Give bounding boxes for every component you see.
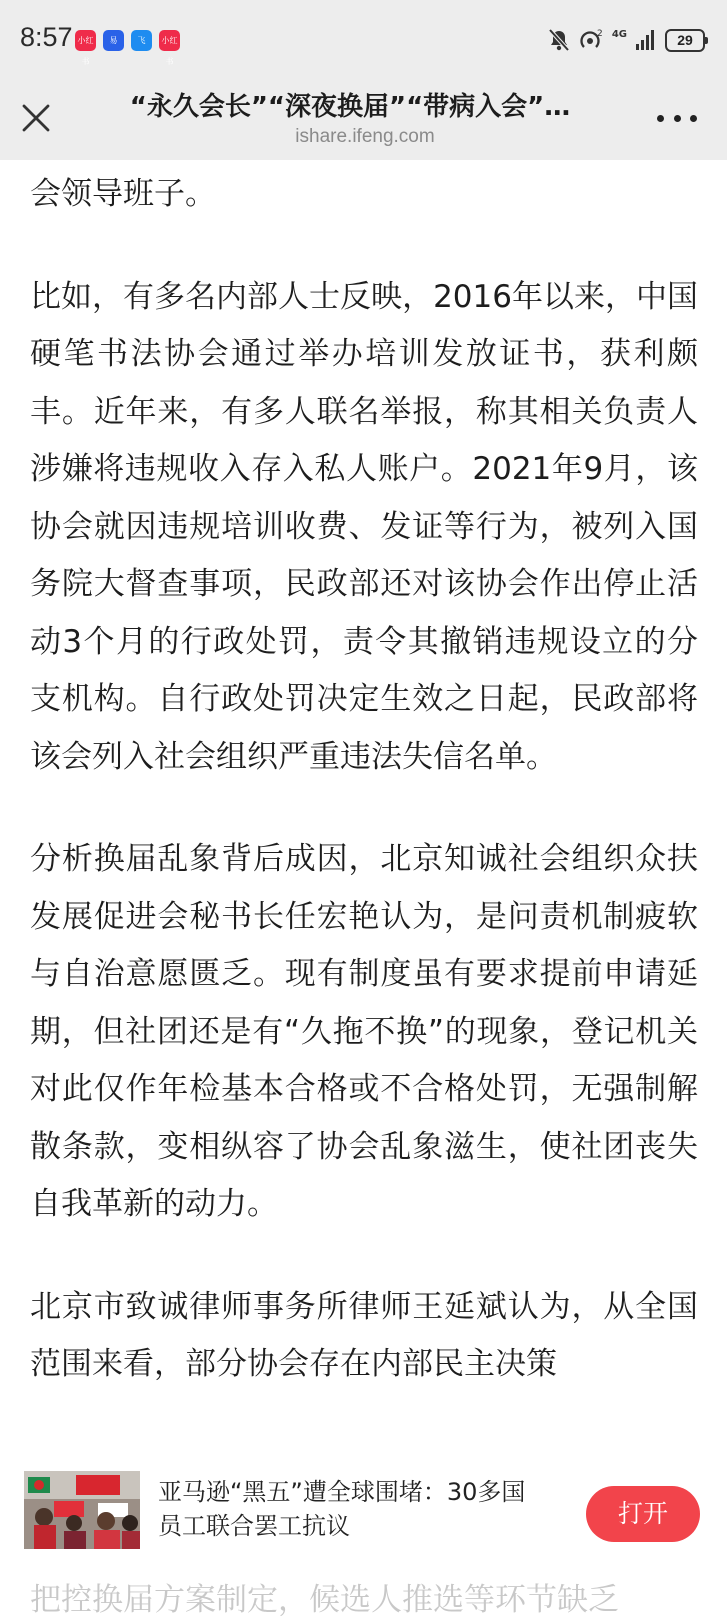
status-bar xyxy=(0,0,727,78)
news-headline[interactable]: 亚马逊“黑五”遭全球围堵：30多国员工联合罢工抗议 xyxy=(158,1478,526,1540)
svg-text:2: 2 xyxy=(596,29,603,39)
page-title: “永久会长”“深夜换届”“带病入会”… xyxy=(129,92,571,122)
signal-strength-icon xyxy=(635,29,657,51)
dot-icon xyxy=(674,115,681,122)
more-options-button[interactable] xyxy=(657,108,697,128)
protest-photo-image xyxy=(24,1471,140,1549)
article-body xyxy=(30,160,698,1394)
news-app-notification-icon: 易 xyxy=(103,30,124,51)
article-paragraph-continuation: 把控换届方案制定，候选人推选等环节缺乏 xyxy=(30,1582,619,1618)
close-icon xyxy=(14,96,58,140)
dot-icon xyxy=(690,115,697,122)
feishu-notification-icon: 飞 xyxy=(131,30,152,51)
hotspot-icon xyxy=(578,28,604,52)
status-time: 8:57 xyxy=(20,22,73,52)
xiaohongshu-notification-icon: 小红书 xyxy=(75,30,96,51)
network-type-label: 4G xyxy=(611,29,627,40)
news-recommendation-banner[interactable] xyxy=(0,1455,727,1618)
battery-indicator: 29 xyxy=(665,29,705,52)
article-paragraph: 会领导班子。 xyxy=(30,176,216,212)
page-url: ishare.ifeng.com xyxy=(295,126,435,147)
article-paragraph: 分析换届乱象背后成因，北京知诚社会组织众扶发展促进会秘书长任宏艳认为，是问责机制疲软与自治意愿匮乏。现有制度虽有要求提前申请延期，但社团还是有“久拖不换”的现象，登记机关对此仅作年检基本合格或不合格处罚，无强制解散条款，变相纵容了协会乱象滋生，使社团丧失自我革新的动力。 xyxy=(30,841,698,1222)
browser-header xyxy=(0,78,727,160)
article-paragraph: 比如，有多名内部人士反映，2016年以来，中国硬笔书法协会通过举办培训发放证书，获利颇丰。近年来，有多人联名举报，称其相关负责人涉嫌将违规收入存入私人账户。2021年9月，该协会就因违规培训收费、发证等行为，被列入国务院大督查事项，民政部还对该协会作出停止活动3个月的行政处罚，责令其撤销违规设立的分支机构。自行政处罚决定生效之日起，民政部将该会列入社会组织严重违法失信名单。 xyxy=(30,278,698,775)
close-button[interactable] xyxy=(14,96,58,140)
status-icons xyxy=(548,26,705,54)
dot-icon xyxy=(657,115,664,122)
xiaohongshu-notification-icon: 小红书 xyxy=(159,30,180,51)
news-thumbnail xyxy=(24,1471,140,1549)
mute-bell-icon xyxy=(548,28,570,52)
article-paragraph: 北京市致诚律师事务所律师王延斌认为，从全国范围来看，部分协会存在内部民主决策 xyxy=(30,1288,698,1382)
open-app-button[interactable]: 打开 xyxy=(586,1486,700,1542)
